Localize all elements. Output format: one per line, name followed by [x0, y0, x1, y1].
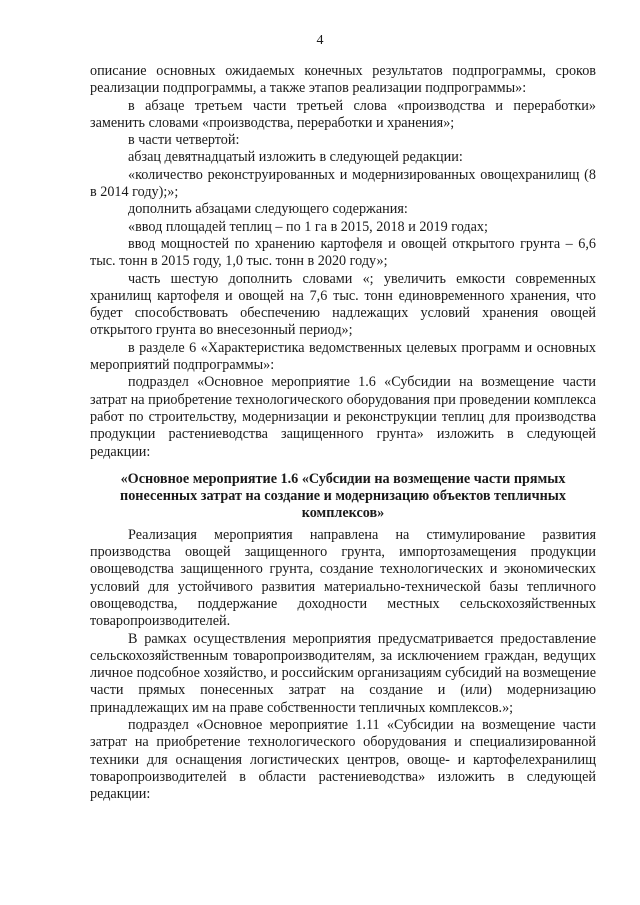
paragraph: в абзаце третьем части третьей слова «производства и переработки» заменить словами «производства, переработки и хранения»; [90, 97, 596, 131]
page-number: 4 [316, 33, 324, 48]
paragraph: описание основных ожидаемых конечных результатов подпрограммы, сроков реализации подпрограммы, а также этапов реализации подпрограммы»: [90, 63, 596, 97]
amendment-paragraphs [90, 63, 596, 461]
paragraph: ввод мощностей по хранению картофеля и овощей открытого грунта – 6,6 тыс. тонн в 2015 году, 1,0 тыс. тонн в 2020 году»; [90, 235, 596, 270]
paragraph: часть шестую дополнить словами «; увеличить емкости современных хранилищ картофеля и овощей на 7,6 тыс. тонн единовременного хранения, что будет способствовать обеспечению надлежащих условий хранения овощей открытого грунта во внесезонный период»; [90, 270, 596, 339]
paragraph: дополнить абзацами следующего содержания: [128, 201, 408, 218]
paragraph: Реализация мероприятия направлена на стимулирование развития производства овощей защищенного грунта, импортозамещения продукции овощеводства защищенного грунта, создание технологических и экономических условий для устойчивого развития материально-технической базы тепличного овощеводства, поддержание доходности местных сельскохозяйственных товаропроизводителей. [90, 526, 596, 630]
paragraph: «ввод площадей теплиц – по 1 га в 2015, 2018 и 2019 годах; [128, 218, 488, 235]
paragraph: «количество реконструированных и модернизированных овощехранилищ (8 в 2014 году);»; [90, 166, 596, 201]
section-heading: «Основное мероприятие 1.6 «Субсидии на возмещение части прямых понесенных затрат на создание и модернизацию объектов тепличных комплексов» [120, 470, 566, 522]
document-body [90, 63, 596, 803]
paragraph: в части четвертой: [128, 132, 240, 149]
paragraph: подраздел «Основное мероприятие 1.6 «Субсидии на возмещение части затрат на приобретение технологического оборудования при проведении комплекса работ по строительству, модернизации и реконструкции теплиц для производства продукции растениеводства защищенного грунта» изложить в следующей редакции: [90, 374, 596, 460]
paragraph: В рамках осуществления мероприятия предусматривается предоставление сельскохозяйственным товаропроизводителям, за исключением граждан, ведущих личное подсобное хозяйство, и российским организациям субсидий на возмещение части прямых понесенных затрат на создание и (или) модернизацию принадлежащих им на праве собственности тепличных комплексов.»; [90, 630, 596, 716]
paragraph: подраздел «Основное мероприятие 1.11 «Субсидии на возмещение части затрат на приобретение технологического оборудования и специализированной техники для оснащения логистических центров, овоще- и картофелехранилищ товаропроизводителей в области растениеводства» изложить в следующей редакции: [90, 716, 596, 803]
paragraph: в разделе 6 «Характеристика ведомственных целевых программ и основных мероприятий подпрограммы»: [90, 339, 596, 374]
section-paragraphs [90, 527, 596, 804]
paragraph: абзац девятнадцатый изложить в следующей редакции: [128, 149, 463, 166]
